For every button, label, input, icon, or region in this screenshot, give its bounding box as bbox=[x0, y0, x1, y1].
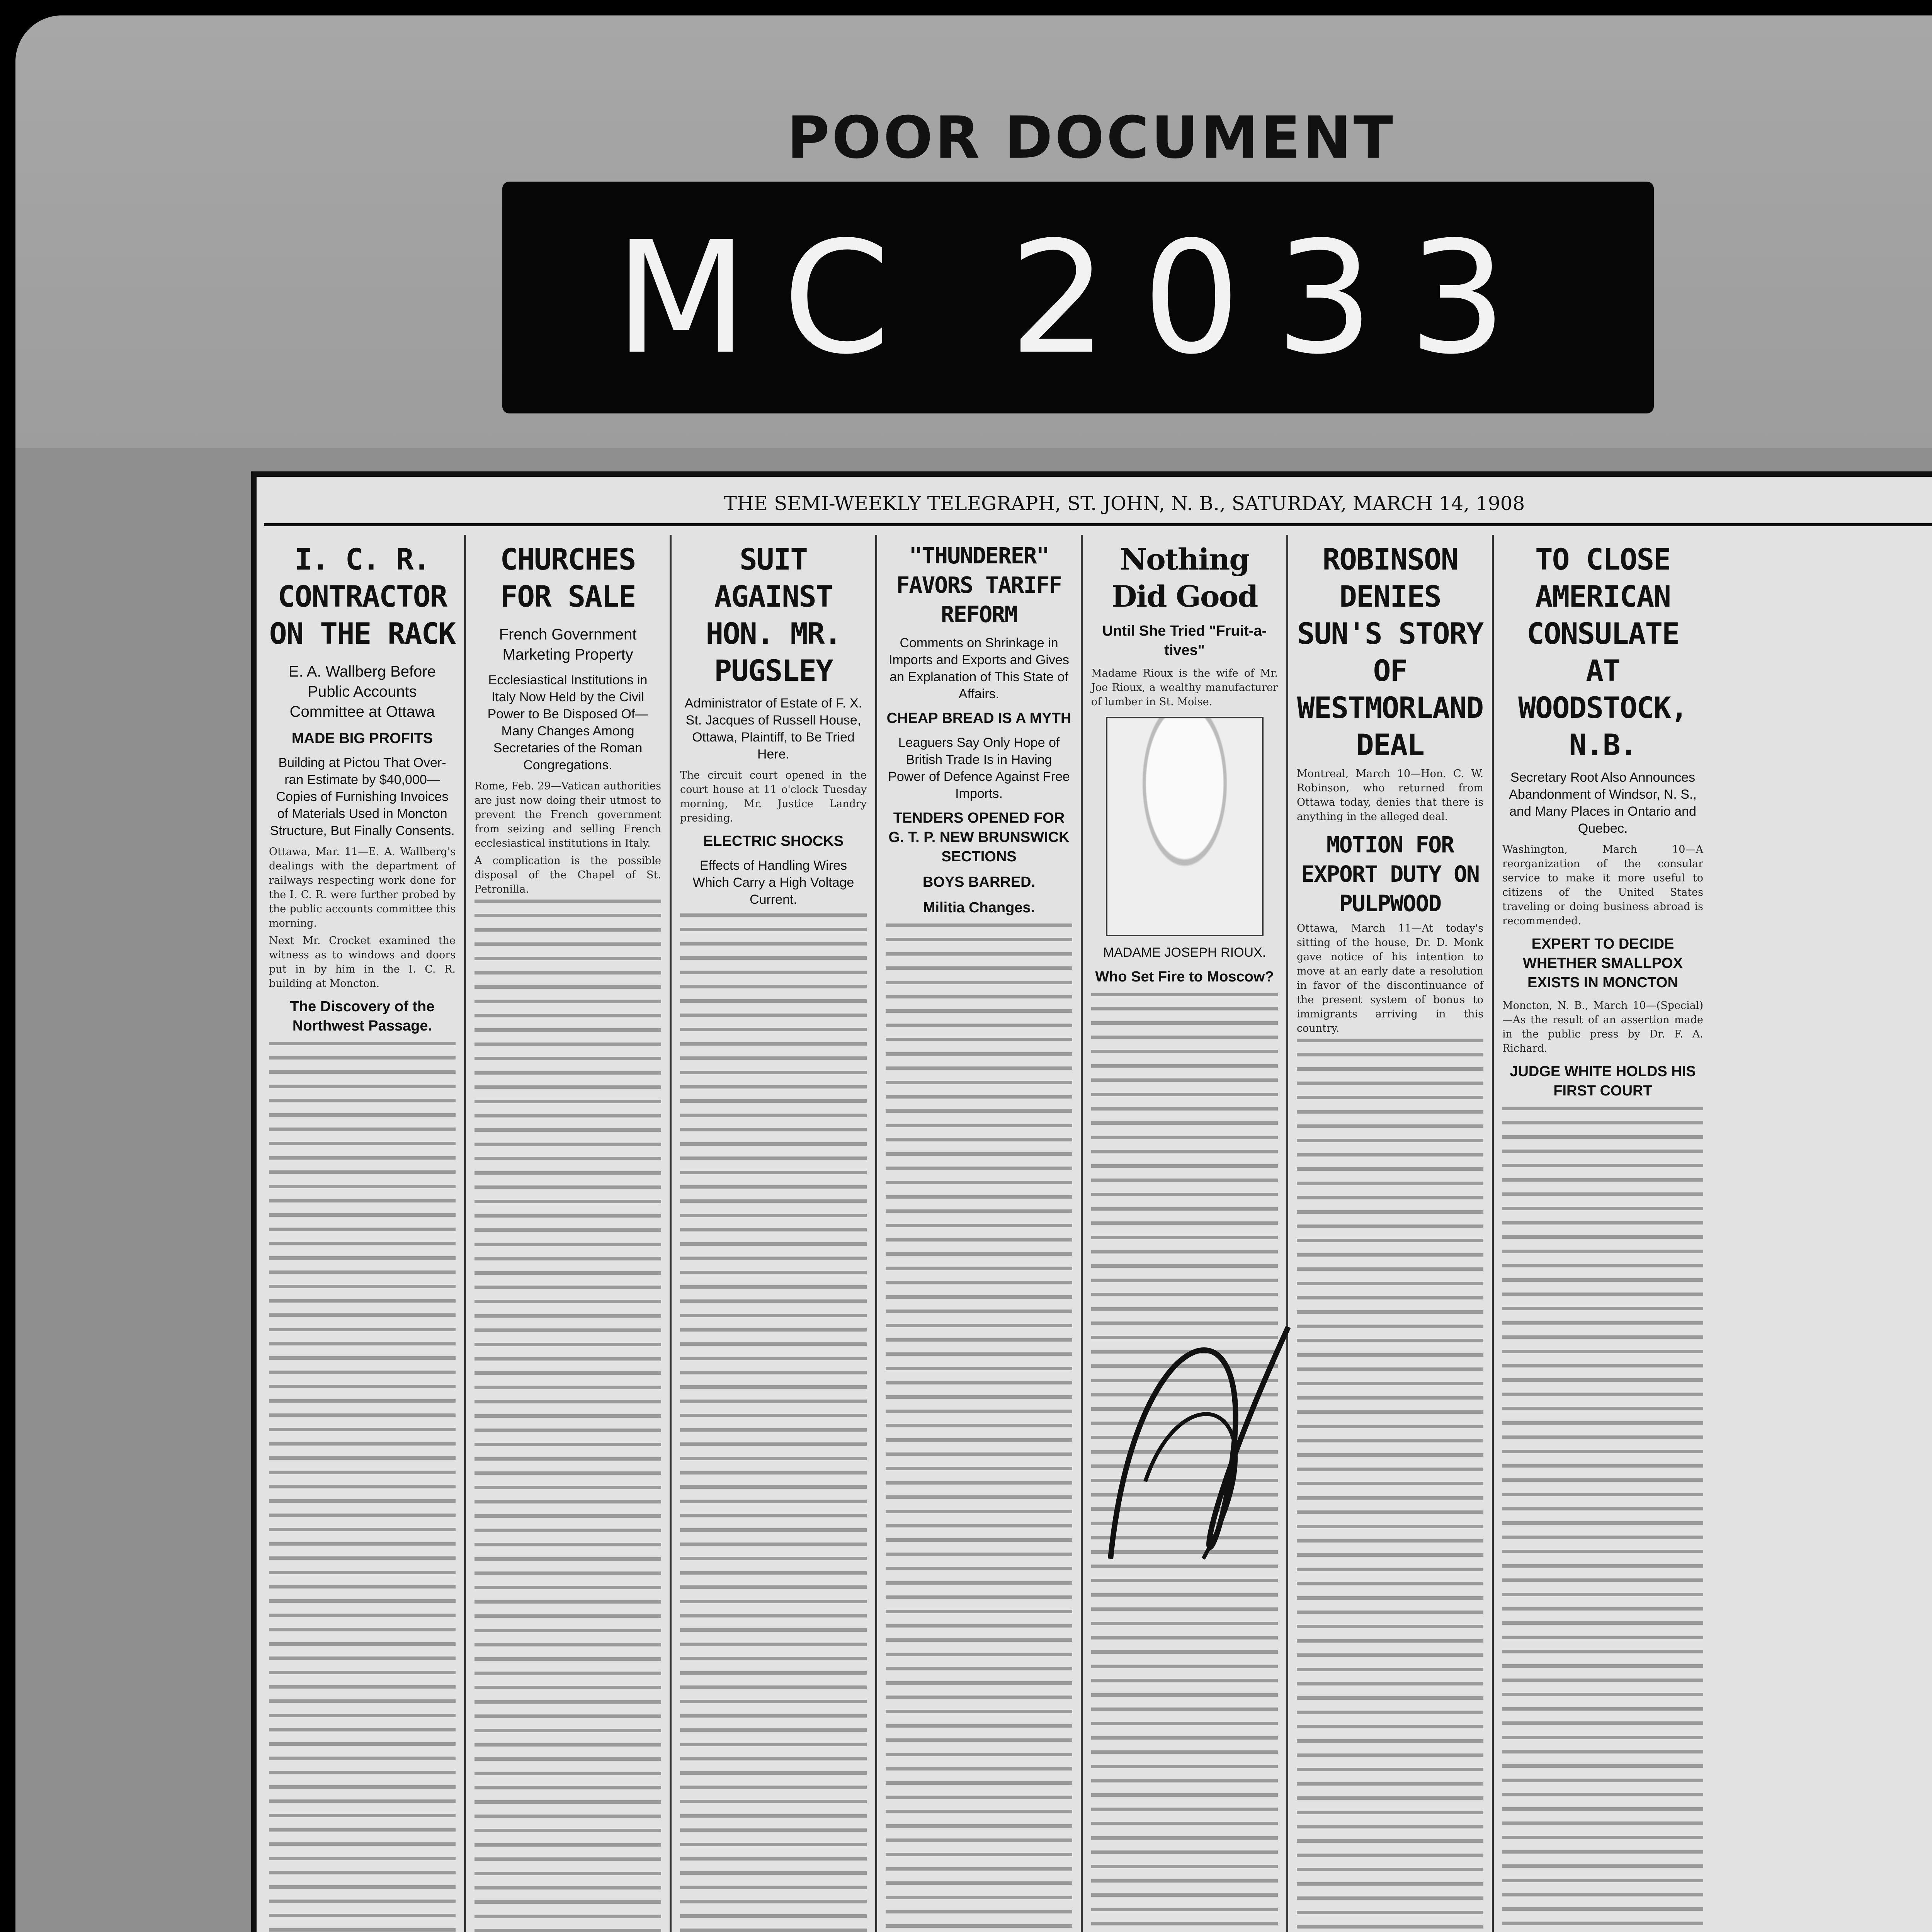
portrait-illustration bbox=[1106, 717, 1264, 936]
headline-3: SUIT AGAINST HON. MR. PUGSLEY bbox=[706, 542, 841, 688]
reel-label bbox=[502, 182, 1654, 413]
headline-2: CHURCHES FOR SALE bbox=[500, 542, 636, 614]
body-text-block bbox=[269, 1042, 456, 1932]
column-1 bbox=[260, 535, 466, 1932]
poor-document-banner: POOR DOCUMENT bbox=[787, 104, 1396, 172]
header-rule bbox=[264, 523, 1932, 526]
body-2b: A complication is the possible disposal of the Chapel of St. Petronilla. bbox=[474, 855, 661, 895]
film-frame bbox=[15, 15, 1932, 1932]
deck-2: Ecclesiastical Institutions in Italy Now Held by the Civil Power to Be Disposed Of—Many Changes Among Secretaries of the Roman Congregations. bbox=[487, 673, 648, 772]
deck-3: Administrator of Estate of F. X. St. Jacques of Russell House, Ottawa, Plaintiff, to Be Tried Here. bbox=[684, 696, 862, 762]
headline-6: ROBINSON DENIES SUN'S STORY OF WESTMORLAND DEAL bbox=[1297, 542, 1483, 762]
subhead-4b: TENDERS OPENED FOR G. T. P. NEW BRUNSWICK SECTIONS bbox=[888, 810, 1070, 865]
body-2a: Rome, Feb. 29—Vatican authorities are just now doing their utmost to prevent the French government from seizing and selling French ecclesiastical institutions in Italy. bbox=[474, 780, 662, 849]
subhead-2a: French Government Marketing Property bbox=[499, 626, 637, 663]
reel-code: MC 2033 bbox=[614, 209, 1542, 388]
scribble-mark-icon bbox=[1087, 1211, 1319, 1636]
body-5a: Madame Rioux is the wife of Mr. Joe Rioux, a wealthy manufacturer of lumber in St. Moise. bbox=[1091, 667, 1278, 708]
body-1b: Next Mr. Crocket examined the witness as to windows and doors put in by him in the I. C. R. building at Moncton. bbox=[269, 935, 456, 990]
body-6b: Ottawa, March 11—At today's sitting of the house, Dr. D. Monk gave notice of his intention to move at an early date a resolution in favor of the discontinuance of the present system of bonus to immigrants arriving in this country. bbox=[1297, 922, 1483, 1034]
body-7b: Moncton, N. B., March 10—(Special)—As the result of an assertion made in the public press by Dr. F. A. Richard. bbox=[1502, 1000, 1703, 1054]
headline-7: TO CLOSE AMERICAN CONSULATE AT WOODSTOCK, N.B. bbox=[1518, 542, 1687, 762]
subhead-7b: JUDGE WHITE HOLDS HIS FIRST COURT bbox=[1510, 1063, 1696, 1099]
subhead-7a: EXPERT TO DECIDE WHETHER SMALLPOX EXISTS IN MONCTON bbox=[1523, 936, 1683, 991]
headline-5: Nothing Did Good bbox=[1111, 542, 1258, 614]
body-text-block bbox=[680, 913, 867, 1932]
subhead-4d: Militia Changes. bbox=[923, 900, 1035, 916]
column-7-inner bbox=[1502, 541, 1703, 1932]
headline-6b: MOTION FOR EXPORT DUTY ON PULPWOOD bbox=[1301, 832, 1479, 917]
column-2 bbox=[466, 535, 672, 1932]
body-text-block bbox=[1502, 1107, 1703, 1932]
deck-1: Building at Pictou That Over-ran Estimate by $40,000—Copies of Furnishing Invoices of Materials Used in Moncton Structure, But Finally Consents. bbox=[270, 755, 455, 838]
portrait-caption: MADAME JOSEPH RIOUX. bbox=[1103, 945, 1266, 960]
body-7a: Washington, March 10—A reorganization of the consular service to make it more useful to citizens of the United States traveling or doing business abroad is recommended. bbox=[1502, 844, 1703, 927]
headline-1: I. C. R. CONTRACTOR ON THE RACK bbox=[269, 542, 456, 651]
deck-7: Secretary Root Also Announces Abandonment of Windsor, N. S., and Many Places in Ontario and Quebec. bbox=[1509, 770, 1697, 836]
body-3a: The circuit court opened in the court house at 11 o'clock Tuesday morning, Mr. Justice Landry presiding. bbox=[680, 769, 867, 824]
deck-4b: Leaguers Say Only Hope of British Trade Is in Having Power of Defence Against Free Imports. bbox=[888, 735, 1070, 801]
dateline: THE SEMI-WEEKLY TELEGRAPH, ST. JOHN, N. B., SATURDAY, MARCH 14, 1908 bbox=[724, 492, 1525, 515]
column-4 bbox=[877, 535, 1083, 1932]
column-3 bbox=[672, 535, 877, 1932]
body-text-block bbox=[1297, 1039, 1483, 1932]
subhead-4c: BOYS BARRED. bbox=[922, 874, 1036, 890]
headline-4: "THUNDERER" FAVORS TARIFF REFORM bbox=[896, 543, 1062, 628]
column-7 bbox=[1494, 535, 1932, 1932]
subhead-1a: E. A. Wallberg Before Public Accounts Committee at Ottawa bbox=[289, 663, 436, 720]
microfilm-header bbox=[15, 15, 1932, 448]
newspaper-page bbox=[251, 471, 1932, 1932]
subhead-3a: ELECTRIC SHOCKS bbox=[703, 833, 844, 849]
deck-3b: Effects of Handling Wires Which Carry a High Voltage Current. bbox=[692, 858, 854, 907]
body-text-block bbox=[474, 900, 661, 1932]
body-1a: Ottawa, Mar. 11—E. A. Wallberg's dealings with the department of railways respecting work done for the I. C. R. were further probed by the public accounts committee this morning. bbox=[269, 846, 456, 929]
subhead-5a: Until She Tried "Fruit-a-tives" bbox=[1102, 623, 1267, 658]
subhead-1b: MADE BIG PROFITS bbox=[291, 730, 433, 747]
subhead-4a: CHEAP BREAD IS A MYTH bbox=[886, 710, 1071, 726]
body-text-block bbox=[886, 923, 1072, 1932]
deck-4: Comments on Shrinkage in Imports and Exports and Gives an Explanation of This State of Affairs. bbox=[889, 636, 1069, 701]
subhead-1c: The Discovery of the Northwest Passage. bbox=[290, 998, 435, 1034]
subhead-5b: Who Set Fire to Moscow? bbox=[1095, 969, 1274, 985]
body-6a: Montreal, March 10—Hon. C. W. Robinson, who returned from Ottawa today, denies that there is anything in the alleged deal. bbox=[1297, 768, 1483, 823]
